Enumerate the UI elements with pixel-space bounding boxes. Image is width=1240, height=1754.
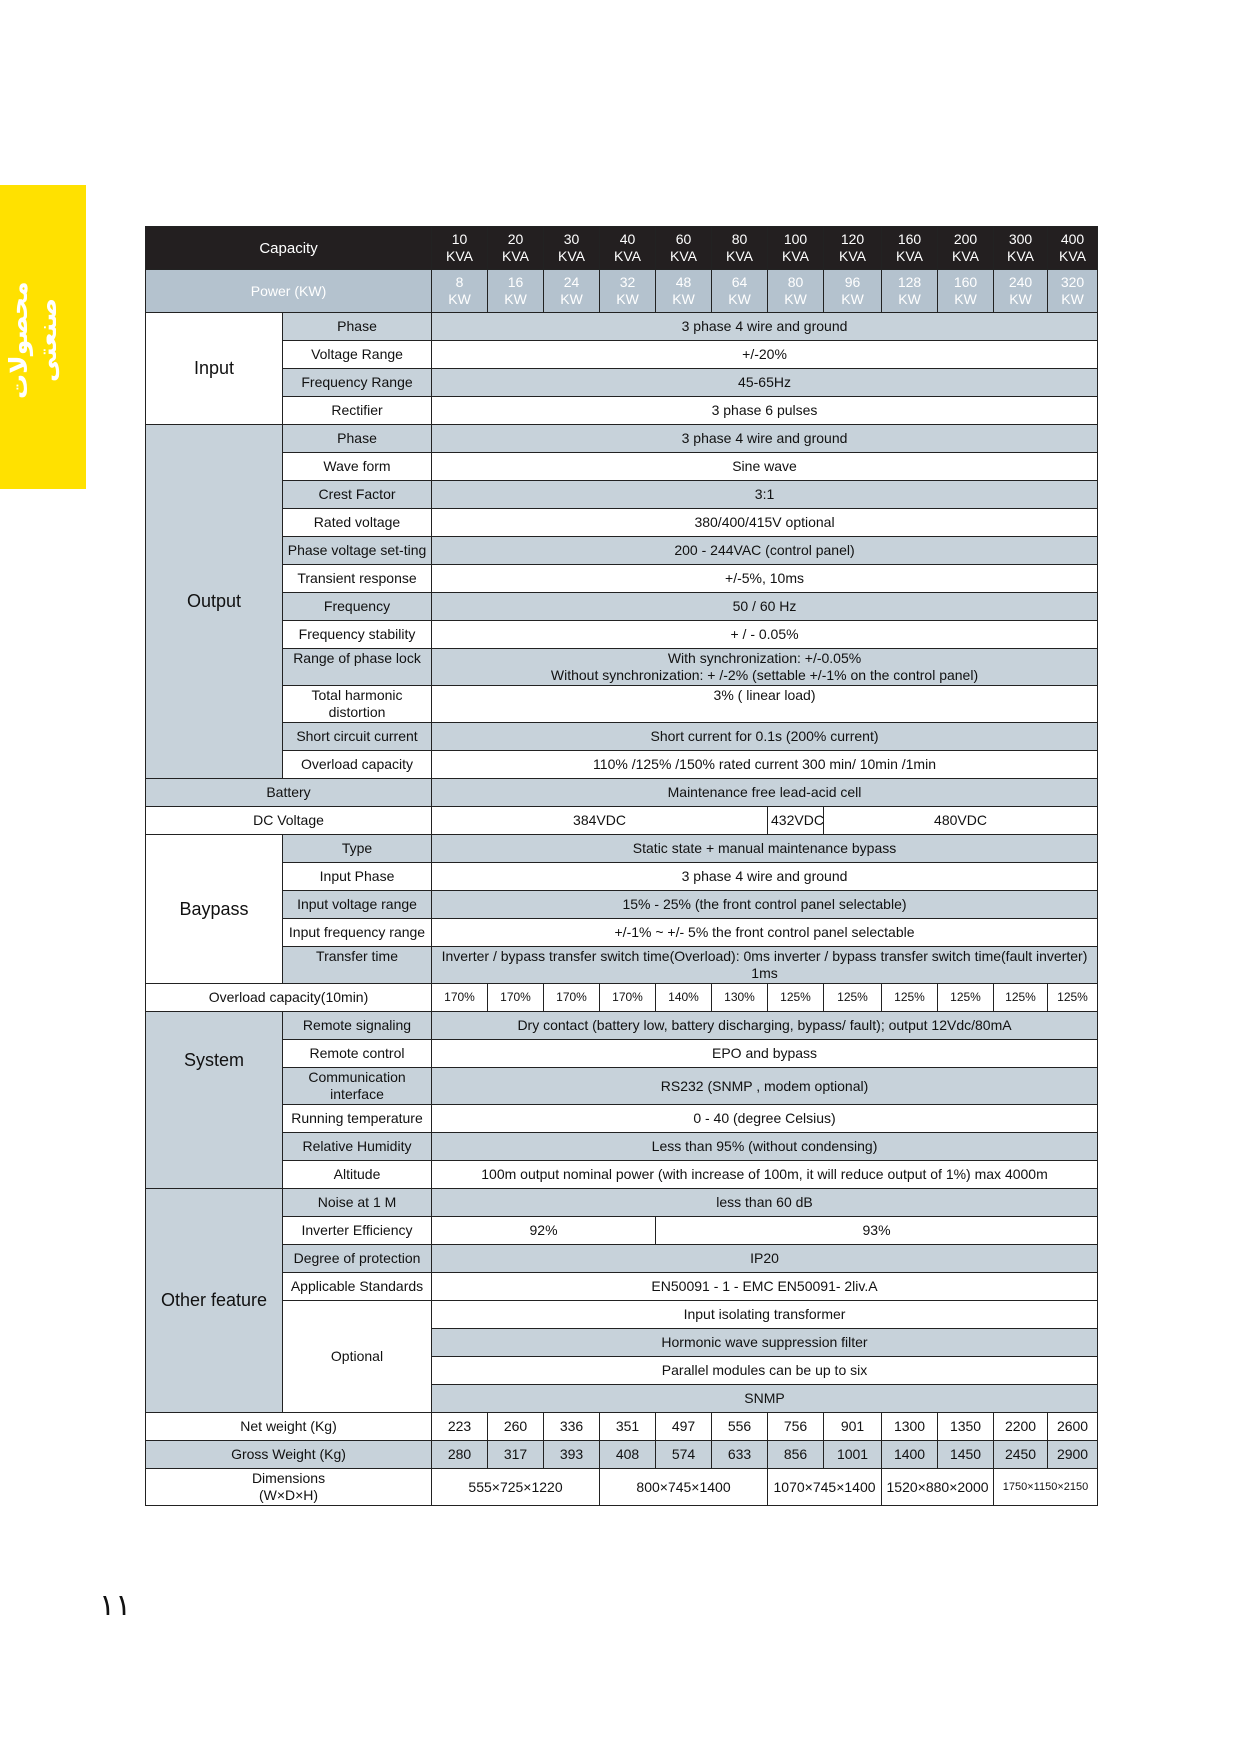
- table-row: [146, 481, 1098, 509]
- net-weight-value: 1350: [938, 1413, 994, 1441]
- net-weight-value: 2200: [994, 1413, 1048, 1441]
- row-label: Rectifier: [283, 397, 432, 425]
- row-label: Wave form: [283, 453, 432, 481]
- table-row: [146, 1105, 1098, 1133]
- table-row: [146, 1441, 1098, 1469]
- table-row: [146, 397, 1098, 425]
- row-label: Phase: [283, 313, 432, 341]
- row-value: 110% /125% /150% rated current 300 min/ 10min /1min: [432, 751, 1098, 779]
- row-value: 3% ( linear load): [432, 686, 1098, 723]
- kw-cell: 240 KW: [994, 270, 1048, 313]
- dc-voltage-value: 480VDC: [824, 807, 1098, 835]
- kw-cell: 96 KW: [824, 270, 882, 313]
- row-label: Short circuit current: [283, 723, 432, 751]
- row-label: Applicable Standards: [283, 1273, 432, 1301]
- table-row: [146, 891, 1098, 919]
- row-value: 3 phase 4 wire and ground: [432, 863, 1098, 891]
- row-label: Altitude: [283, 1161, 432, 1189]
- kw-cell: 128 KW: [882, 270, 938, 313]
- dimensions-label-line: Dimensions: [251, 1470, 326, 1486]
- dc-voltage-value: 384VDC: [432, 807, 768, 835]
- table-row: [146, 593, 1098, 621]
- net-weight-value: 336: [544, 1413, 600, 1441]
- gross-weight-value: 393: [544, 1441, 600, 1469]
- table-row: [146, 565, 1098, 593]
- overload-value: 125%: [938, 984, 994, 1012]
- overload-value: 125%: [882, 984, 938, 1012]
- kw-cell: 320 KW: [1048, 270, 1098, 313]
- gross-weight-label: Gross Weight (Kg): [146, 1441, 432, 1469]
- capacity-header-row: [146, 227, 1098, 270]
- row-value: +/-20%: [432, 341, 1098, 369]
- group-label-output: Output: [146, 425, 283, 779]
- kva-cell: 200 KVA: [938, 227, 994, 270]
- row-label: Communication interface: [283, 1068, 432, 1105]
- table-row: [146, 369, 1098, 397]
- kva-cell: 160 KVA: [882, 227, 938, 270]
- dimensions-value: 1070×745×1400: [768, 1469, 882, 1506]
- row-label: Remote control: [283, 1040, 432, 1068]
- row-label: Relative Humidity: [283, 1133, 432, 1161]
- overload-value: 125%: [824, 984, 882, 1012]
- row-value: [432, 649, 1098, 686]
- table-row: [146, 537, 1098, 565]
- net-weight-value: 901: [824, 1413, 882, 1441]
- table-row: [146, 453, 1098, 481]
- table-row: [146, 984, 1098, 1012]
- table-row: [146, 1133, 1098, 1161]
- kw-cell: 24 KW: [544, 270, 600, 313]
- table-row: [146, 1012, 1098, 1040]
- table-row: [146, 1245, 1098, 1273]
- row-label: Overload capacity: [283, 751, 432, 779]
- kva-cell: 80 KVA: [712, 227, 768, 270]
- table-row: [146, 947, 1098, 984]
- table-row: [146, 1413, 1098, 1441]
- row-value: Dry contact (battery low, battery discharging, bypass/ fault); output 12Vdc/80mA: [432, 1012, 1098, 1040]
- row-label: Voltage Range: [283, 341, 432, 369]
- table-row: [146, 1189, 1098, 1217]
- table-row: [146, 1469, 1098, 1506]
- overload-value: 170%: [600, 984, 656, 1012]
- page-number: ۱۱: [99, 1588, 132, 1623]
- table-row: [146, 313, 1098, 341]
- row-value: Short current for 0.1s (200% current): [432, 723, 1098, 751]
- kw-cell: 32 KW: [600, 270, 656, 313]
- overload-value: 170%: [544, 984, 600, 1012]
- kw-cell: 48 KW: [656, 270, 712, 313]
- table-row: [146, 1068, 1098, 1105]
- row-value-line: With synchronization: +/-0.05%: [667, 650, 862, 666]
- row-value: 3 phase 4 wire and ground: [432, 313, 1098, 341]
- optional-value: Hormonic wave suppression filter: [432, 1329, 1098, 1357]
- row-label: Type: [283, 835, 432, 863]
- dimensions-value: 800×745×1400: [600, 1469, 768, 1506]
- table-row: [146, 779, 1098, 807]
- kw-cell: 80 KW: [768, 270, 824, 313]
- kw-cell: 8 KW: [432, 270, 488, 313]
- kw-cell: 64 KW: [712, 270, 768, 313]
- row-value-line: Without synchronization: + /-2% (settable +/-1% on the control panel): [550, 667, 979, 683]
- row-label: Phase voltage set-ting: [283, 537, 432, 565]
- group-label-system: System: [146, 1012, 283, 1189]
- kva-cell: 30 KVA: [544, 227, 600, 270]
- row-label: Range of phase lock: [283, 649, 432, 686]
- row-label: Crest Factor: [283, 481, 432, 509]
- row-label: Frequency Range: [283, 369, 432, 397]
- kva-cell: 40 KVA: [600, 227, 656, 270]
- row-value: Less than 95% (without condensing): [432, 1133, 1098, 1161]
- group-label-input: Input: [146, 313, 283, 425]
- row-label: Degree of protection: [283, 1245, 432, 1273]
- table-row: [146, 425, 1098, 453]
- table-row: [146, 1040, 1098, 1068]
- row-value: EPO and bypass: [432, 1040, 1098, 1068]
- kw-cell: 160 KW: [938, 270, 994, 313]
- row-value: EN50091 - 1 - EMC EN50091- 2liv.A: [432, 1273, 1098, 1301]
- table-row: [146, 341, 1098, 369]
- row-label: Transfer time: [283, 947, 432, 984]
- net-weight-value: 756: [768, 1413, 824, 1441]
- optional-value: Parallel modules can be up to six: [432, 1357, 1098, 1385]
- net-weight-value: 2600: [1048, 1413, 1098, 1441]
- row-value: IP20: [432, 1245, 1098, 1273]
- power-row: [146, 270, 1098, 313]
- kva-cell: 300 KVA: [994, 227, 1048, 270]
- table-row: [146, 649, 1098, 686]
- power-label: Power (KW): [146, 270, 432, 313]
- table-row: [146, 509, 1098, 537]
- capacity-label: Capacity: [146, 227, 432, 270]
- row-value: 92%: [432, 1217, 656, 1245]
- gross-weight-value: 317: [488, 1441, 544, 1469]
- kw-cell: 16 KW: [488, 270, 544, 313]
- kva-cell: 60 KVA: [656, 227, 712, 270]
- dimensions-label-line: (W×D×H): [258, 1487, 319, 1503]
- net-weight-value: 1300: [882, 1413, 938, 1441]
- row-value: 100m output nominal power (with increase of 100m, it will reduce output of 1%) max 4000m: [432, 1161, 1098, 1189]
- row-value: 3 phase 6 pulses: [432, 397, 1098, 425]
- group-label-other-feature: Other feature: [146, 1189, 283, 1413]
- row-label: Inverter Efficiency: [283, 1217, 432, 1245]
- row-label: Noise at 1 M: [283, 1189, 432, 1217]
- group-label-bypass: Baypass: [146, 835, 283, 984]
- kva-cell: 400 KVA: [1048, 227, 1098, 270]
- row-value: 45-65Hz: [432, 369, 1098, 397]
- overload-value: 170%: [488, 984, 544, 1012]
- kva-cell: 100 KVA: [768, 227, 824, 270]
- overload-value: 125%: [994, 984, 1048, 1012]
- table-row: [146, 863, 1098, 891]
- gross-weight-value: 574: [656, 1441, 712, 1469]
- optional-value: Input isolating transformer: [432, 1301, 1098, 1329]
- row-value: Inverter / bypass transfer switch time(Overload): 0ms inverter / bypass transfer switch time(fault inverter) 1ms: [432, 947, 1098, 984]
- optional-label: Optional: [283, 1301, 432, 1413]
- net-weight-value: 351: [600, 1413, 656, 1441]
- table-row: [146, 835, 1098, 863]
- row-value: +/-1% ~ +/- 5% the front control panel selectable: [432, 919, 1098, 947]
- net-weight-value: 556: [712, 1413, 768, 1441]
- row-value: 50 / 60 Hz: [432, 593, 1098, 621]
- row-value: +/-5%, 10ms: [432, 565, 1098, 593]
- table-row: [146, 1161, 1098, 1189]
- row-label: Input voltage range: [283, 891, 432, 919]
- overload-value: 140%: [656, 984, 712, 1012]
- optional-value: SNMP: [432, 1385, 1098, 1413]
- row-label: Rated voltage: [283, 509, 432, 537]
- row-value: 3:1: [432, 481, 1098, 509]
- dc-voltage-value: 432VDC: [768, 807, 824, 835]
- gross-weight-value: 2450: [994, 1441, 1048, 1469]
- dc-voltage-label: DC Voltage: [146, 807, 432, 835]
- table-row: [146, 751, 1098, 779]
- table-row: [146, 621, 1098, 649]
- row-value: 380/400/415V optional: [432, 509, 1098, 537]
- row-value: 15% - 25% (the front control panel selectable): [432, 891, 1098, 919]
- row-label: Transient response: [283, 565, 432, 593]
- net-weight-value: 260: [488, 1413, 544, 1441]
- section-side-tab-title: محصولات صنعتی: [4, 281, 62, 399]
- gross-weight-value: 1450: [938, 1441, 994, 1469]
- row-label: Frequency stability: [283, 621, 432, 649]
- dimensions-value: 1750×1150×2150: [994, 1469, 1098, 1506]
- table-row: [146, 723, 1098, 751]
- gross-weight-value: 280: [432, 1441, 488, 1469]
- table-row: [146, 807, 1098, 835]
- row-label: Input Phase: [283, 863, 432, 891]
- row-value: 3 phase 4 wire and ground: [432, 425, 1098, 453]
- overload-value: 125%: [1048, 984, 1098, 1012]
- table-row: [146, 1301, 1098, 1329]
- dimensions-value: 1520×880×2000: [882, 1469, 994, 1506]
- row-value: less than 60 dB: [432, 1189, 1098, 1217]
- row-value: 0 - 40 (degree Celsius): [432, 1105, 1098, 1133]
- overload-value: 130%: [712, 984, 768, 1012]
- row-value: 93%: [656, 1217, 1098, 1245]
- row-value: Sine wave: [432, 453, 1098, 481]
- ups-spec-table: [145, 226, 1098, 1506]
- row-label: Frequency: [283, 593, 432, 621]
- kva-cell: 120 KVA: [824, 227, 882, 270]
- row-label: Total harmonic distortion: [283, 686, 432, 723]
- row-value: 200 - 244VAC (control panel): [432, 537, 1098, 565]
- net-weight-value: 223: [432, 1413, 488, 1441]
- overload-value: 125%: [768, 984, 824, 1012]
- overload-10min-label: Overload capacity(10min): [146, 984, 432, 1012]
- row-label: Remote signaling: [283, 1012, 432, 1040]
- gross-weight-value: 2900: [1048, 1441, 1098, 1469]
- net-weight-value: 497: [656, 1413, 712, 1441]
- battery-value: Maintenance free lead-acid cell: [432, 779, 1098, 807]
- kva-cell: 10 KVA: [432, 227, 488, 270]
- row-label: Running temperature: [283, 1105, 432, 1133]
- gross-weight-value: 1400: [882, 1441, 938, 1469]
- gross-weight-value: 1001: [824, 1441, 882, 1469]
- row-label: Phase: [283, 425, 432, 453]
- dimensions-label: [146, 1469, 432, 1506]
- table-row: [146, 919, 1098, 947]
- row-label: Input frequency range: [283, 919, 432, 947]
- overload-value: 170%: [432, 984, 488, 1012]
- row-value: RS232 (SNMP , modem optional): [432, 1068, 1098, 1105]
- kva-cell: 20 KVA: [488, 227, 544, 270]
- table-row: [146, 686, 1098, 723]
- net-weight-label: Net weight (Kg): [146, 1413, 432, 1441]
- table-row: [146, 1217, 1098, 1245]
- dimensions-value: 555×725×1220: [432, 1469, 600, 1506]
- gross-weight-value: 633: [712, 1441, 768, 1469]
- row-value: + / - 0.05%: [432, 621, 1098, 649]
- battery-label: Battery: [146, 779, 432, 807]
- gross-weight-value: 408: [600, 1441, 656, 1469]
- table-row: [146, 1273, 1098, 1301]
- gross-weight-value: 856: [768, 1441, 824, 1469]
- row-value: Static state + manual maintenance bypass: [432, 835, 1098, 863]
